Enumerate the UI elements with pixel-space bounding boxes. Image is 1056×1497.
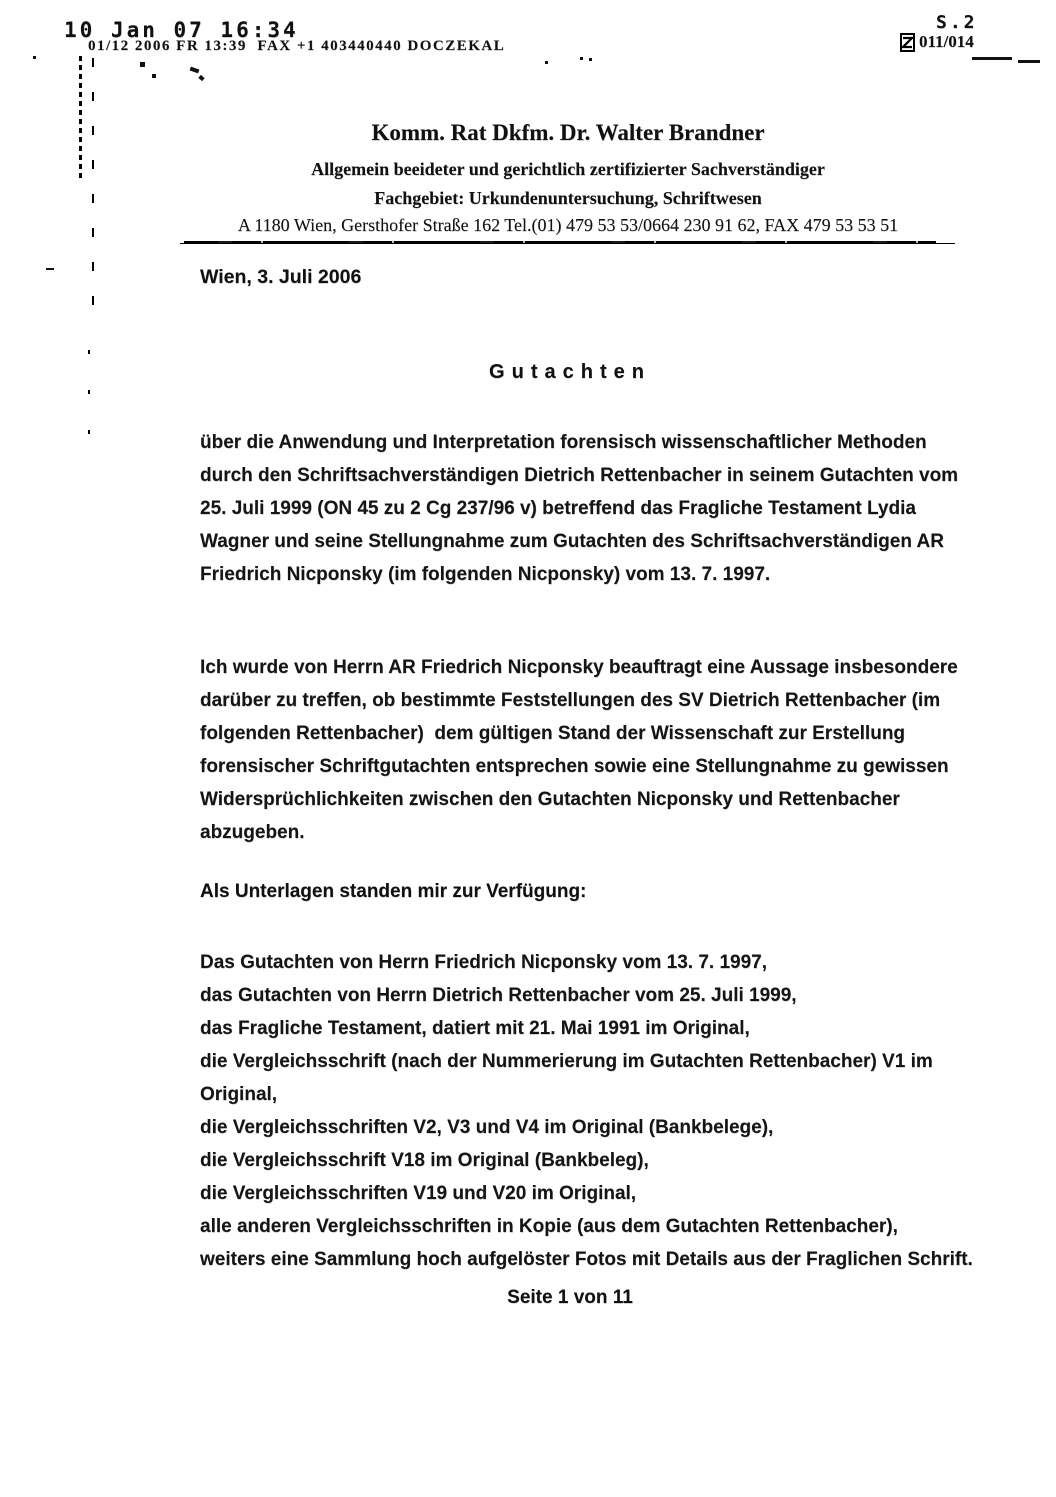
list-item: das Gutachten von Herrn Dietrich Rettenbacher vom 25. Juli 1999, [200, 985, 797, 1006]
scan-artifact [198, 75, 204, 81]
document-title: Gutachten [489, 361, 651, 383]
dateline: Wien, 3. Juli 2006 [200, 266, 362, 288]
list-item: die Vergleichsschriften V19 und V20 im Original, [200, 1183, 637, 1204]
scan-artifact [79, 56, 82, 178]
list-item: Das Gutachten von Herrn Friedrich Nicponsky vom 13. 7. 1997, [200, 952, 768, 973]
scan-artifact [580, 57, 583, 60]
text-line: forensischer Schriftgutachten entsprechen sowie eine Stellungnahme zu gewissen [200, 756, 949, 777]
scan-artifact [33, 56, 36, 59]
scan-artifact [972, 57, 1012, 60]
letterhead-name: Komm. Rat Dkfm. Dr. Walter Brandner [371, 120, 765, 145]
letterhead-title-line: Allgemein beeideter und gerichtlich zertifizierter Sachverständiger [311, 159, 825, 179]
scan-artifact [545, 61, 548, 64]
fax-page-counter-value: 011/014 [919, 32, 974, 51]
letterhead-divider [184, 241, 936, 244]
scan-artifact [92, 58, 94, 320]
fax-received-stamp: 10 Jan 07 16:34 [64, 18, 299, 42]
page-number-footer: Seite 1 von 11 [507, 1287, 633, 1308]
list-item: alle anderen Vergleichsschriften in Kopie (aus dem Gutachten Rettenbacher), [200, 1216, 898, 1237]
scan-artifact [190, 67, 200, 74]
fax-page-stamp: S.2 [936, 12, 978, 33]
list-item: die Vergleichsschriften V2, V3 und V4 im Original (Bankbelege), [200, 1117, 774, 1138]
text-line: Wagner und seine Stellungnahme zum Gutachten des Schriftsachverständigen AR [200, 531, 944, 552]
text-line: 25. Juli 1999 (ON 45 zu 2 Cg 237/96 v) betreffend das Fragliche Testament Lydia [200, 498, 916, 519]
fax-page-counter [900, 32, 974, 52]
list-item: weiters eine Sammlung hoch aufgelöster Fotos mit Details aus der Fraglichen Schrift. [200, 1249, 973, 1270]
fax-transmission-line: 01/12 2006 FR 13:39 FAX +1 403440440 DOCZEKAL [88, 38, 506, 54]
scan-artifact [1018, 60, 1040, 63]
list-intro: Als Unterlagen standen mir zur Verfügung: [200, 881, 587, 902]
list-item: das Fragliche Testament, datiert mit 21. Mai 1991 im Original, [200, 1018, 750, 1039]
text-line: Friedrich Nicponsky (im folgenden Nicponsky) vom 13. 7. 1997. [200, 564, 771, 585]
list-item: Original, [200, 1084, 278, 1105]
scan-artifact [140, 62, 145, 67]
text-line: abzugeben. [200, 822, 305, 843]
letterhead-field-line: Fachgebiet: Urkundenuntersuchung, Schriftwesen [374, 188, 762, 208]
text-line: folgenden Rettenbacher) dem gültigen Stand der Wissenschaft zur Erstellung [200, 723, 906, 744]
scan-artifact [152, 74, 156, 78]
documents-list [200, 946, 973, 1276]
letterhead-address-line: A 1180 Wien, Gersthofer Straße 162 Tel.(01) 479 53 53/0664 230 91 62, FAX 479 53 53 51 [237, 215, 899, 235]
scan-artifact [46, 268, 54, 270]
text-line: über die Anwendung und Interpretation forensisch wissenschaftlicher Methoden [200, 432, 927, 453]
paragraph-commission [200, 651, 960, 849]
text-line: durch den Schriftsachverständigen Dietrich Rettenbacher in seinem Gutachten vom [200, 465, 959, 486]
text-line: Ich wurde von Herrn AR Friedrich Nicponsky beauftragt eine Aussage insbesondere [200, 657, 958, 678]
text-line: Widersprüchlichkeiten zwischen den Gutachten Nicponsky und Rettenbacher [200, 789, 900, 810]
text-line: darüber zu treffen, ob bestimmte Feststellungen des SV Dietrich Rettenbacher (im [200, 690, 941, 711]
paragraph-scope [200, 426, 960, 591]
scan-artifact [589, 58, 592, 61]
letterhead [123, 118, 1013, 238]
fax-page-icon [900, 33, 916, 52]
scan-artifact [88, 350, 90, 440]
list-item: die Vergleichsschrift (nach der Nummerierung im Gutachten Rettenbacher) V1 im [200, 1051, 933, 1072]
list-item: die Vergleichsschrift V18 im Original (Bankbeleg), [200, 1150, 649, 1171]
